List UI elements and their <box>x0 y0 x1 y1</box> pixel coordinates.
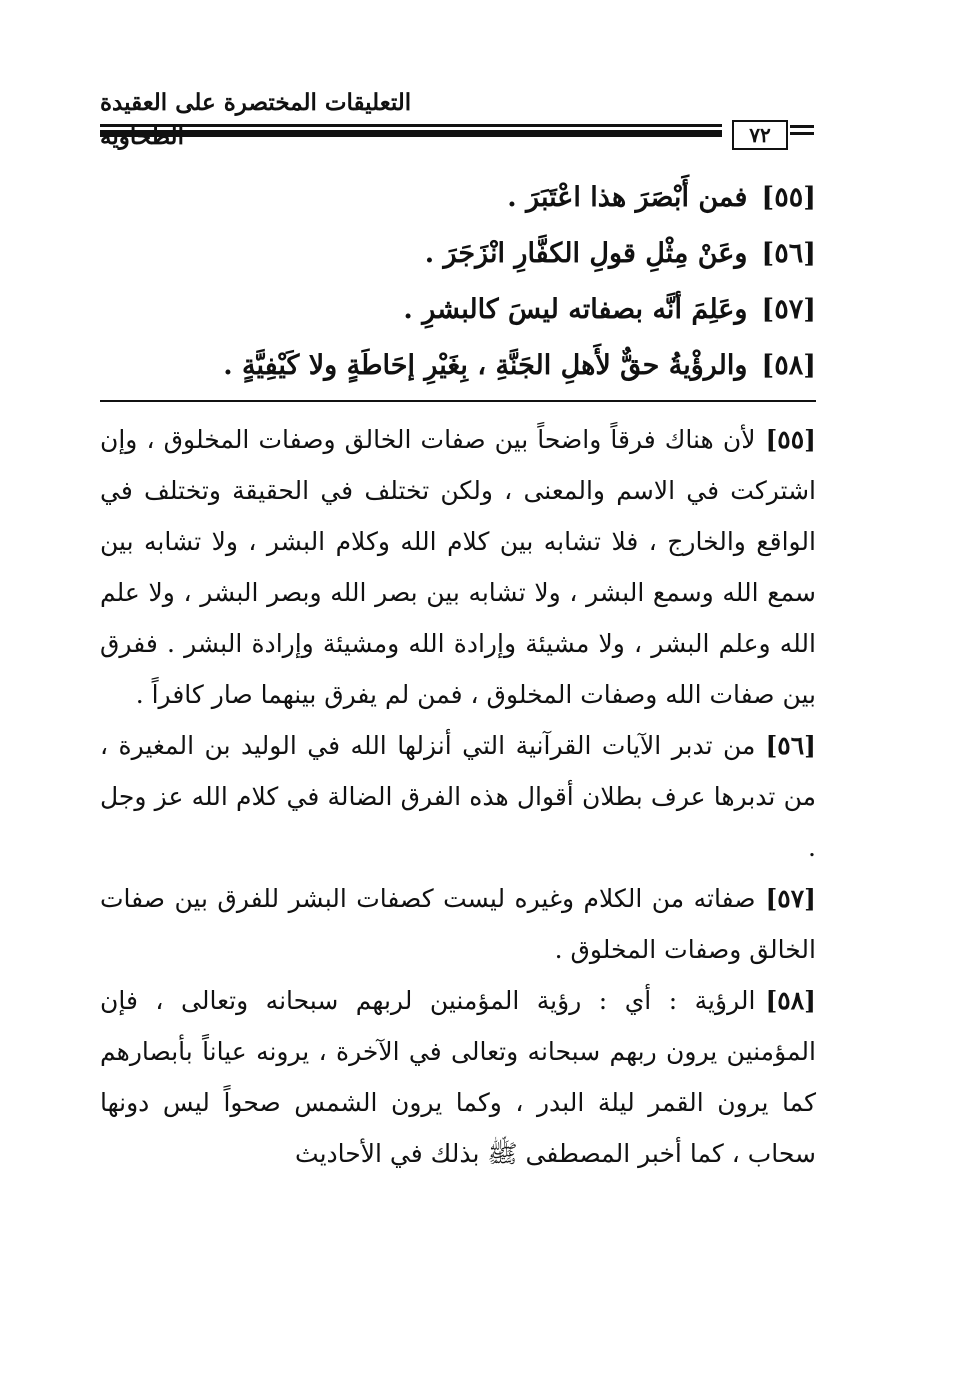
matn-line-text: والرؤْيةُ حقٌّ لأَهلِ الجَنَّةِ ، بِغَيْرِ إحَاطَةٍ ولا كَيْفِيَّةٍ . <box>223 350 748 381</box>
matn-line <box>100 338 816 394</box>
commentary-paragraph-text: صفاته من الكلام وغيره ليست كصفات البشر للفرق بين صفات الخالق وصفات المخلوق . <box>100 884 816 964</box>
matn-text <box>100 170 816 394</box>
commentary-text <box>100 414 816 1179</box>
commentary-number: [٥٨] <box>765 986 816 1015</box>
page-number: ٧٢ <box>732 120 788 150</box>
commentary-paragraph <box>100 414 816 720</box>
commentary-paragraph-text: الرؤية : أي : رؤية المؤمنين لربهم سبحانه وتعالى ، فإن المؤمنين يرون ربهم سبحانه وتعالى في الآخرة ، يرونه عياناً بأبصارهم كما يرون القمر ليلة البدر ، وكما يرون الشمس صحواً ليس دونها سحاب ، كما أخبر المصطفى ﷺ بذلك في الأحاديث <box>100 986 816 1168</box>
commentary-number: [٥٥] <box>765 425 816 454</box>
matn-line-text: فمن أَبْصَرَ هذا اعْتَبَرَ . <box>507 182 748 213</box>
commentary-paragraph-text: لأن هناك فرقاً واضحاً بين صفات الخالق وصفات المخلوق ، وإن اشتركت في الاسم والمعنى ، ولكن تختلف في الحقيقة وتختلف في الواقع والخارج ، فلا تشابه بين كلام الله وكلام البشر ، ولا تشابه بين سمع الله وسمع البشر ، ولا تشابه بين بصر الله وبصر البشر ، ولا علم الله وعلم البشر ، ولا مشيئة وإرادة الله ومشيئة وإرادة البشر . ففرق بين صفات الله وصفات المخلوق ، فمن لم يفرق بينهما صار كافراً . <box>100 425 816 709</box>
matn-line-text: وعَلِمَ أنَّه بصفاته ليسَ كالبشرِ . <box>403 294 748 325</box>
commentary-paragraph <box>100 975 816 1179</box>
commentary-number: [٥٦] <box>765 731 816 760</box>
page-number-mark <box>790 125 814 135</box>
commentary-paragraph <box>100 873 816 975</box>
commentary-number: [٥٧] <box>765 884 816 913</box>
commentary-paragraph <box>100 720 816 873</box>
matn-number: [٥٥] <box>761 182 816 213</box>
matn-line-text: وعَنْ مِثْلِ قولِ الكفَّارِ انْزَجَرَ . <box>424 238 748 269</box>
header-rule <box>100 124 722 137</box>
matn-number: [٥٨] <box>761 350 816 381</box>
running-header-title: التعليقات المختصرة على العقيدة الطحاوية <box>100 89 412 150</box>
matn-sharh-separator <box>100 400 816 402</box>
matn-number: [٥٦] <box>761 238 816 269</box>
matn-number: [٥٧] <box>761 294 816 325</box>
matn-line <box>100 226 816 282</box>
matn-line <box>100 170 816 226</box>
matn-line <box>100 282 816 338</box>
commentary-paragraph-text: من تدبر الآيات القرآنية التي أنزلها الله في الوليد بن المغيرة ، من تدبرها عرف بطلان أقوال هذه الفرق الضالة في كلام الله عز وجل . <box>100 731 816 862</box>
